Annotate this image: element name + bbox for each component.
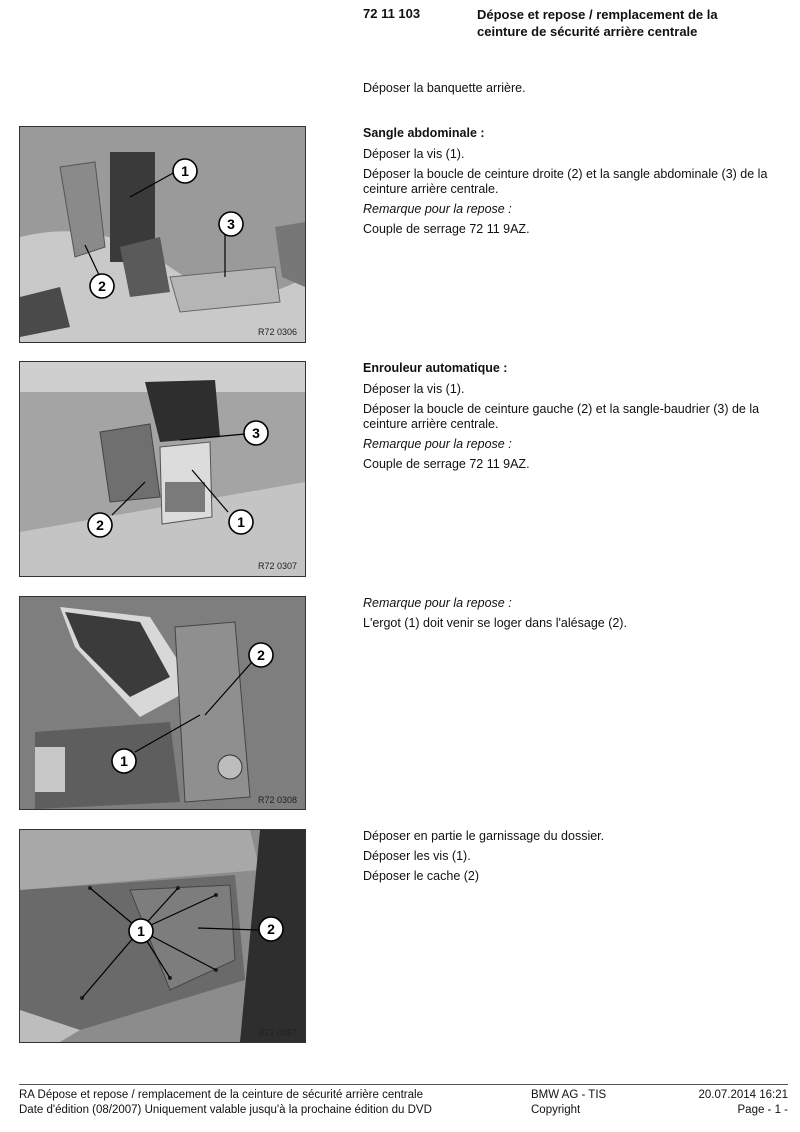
- svg-text:2: 2: [96, 517, 104, 533]
- section-enrouleur: [363, 361, 788, 477]
- footer-middle: [531, 1088, 606, 1118]
- section-heading: Sangle abdominale :: [363, 126, 485, 140]
- callout-2: [90, 274, 114, 298]
- figure-label: R72 0307: [258, 561, 298, 571]
- section-garnissage: [363, 829, 788, 889]
- svg-text:1: 1: [237, 514, 245, 530]
- footer-publisher: BMW AG - TIS: [531, 1089, 607, 1101]
- callout-3: [244, 421, 268, 445]
- step: Déposer la boucle de ceinture droite (2) et la sangle abdominale (3) de la ceinture arrière centrale.: [363, 167, 768, 196]
- section-ergot: [363, 596, 788, 636]
- title-line-2: ceinture de sécurité arrière centrale: [477, 24, 698, 39]
- svg-text:1: 1: [181, 163, 189, 179]
- title-line-1: Dépose et repose / remplacement de la: [477, 7, 718, 22]
- callout-3: [219, 212, 243, 236]
- figure-r72-0307: [19, 361, 306, 577]
- torque-note: Couple de serrage 72 11 9AZ.: [363, 222, 530, 236]
- step: Déposer la boucle de ceinture gauche (2) et la sangle-baudrier (3) de la ceinture arrière centrale.: [363, 402, 760, 431]
- footer-copyright: Copyright: [531, 1104, 581, 1116]
- step: Déposer la vis (1).: [363, 147, 465, 161]
- footer-timestamp: 20.07.2014 16:21: [698, 1089, 788, 1101]
- callout-1: [129, 919, 153, 943]
- callout-1: [229, 510, 253, 534]
- svg-text:1: 1: [120, 753, 128, 769]
- footer-page-number: Page - 1 -: [737, 1104, 788, 1116]
- figure-r72-0306: [19, 126, 306, 343]
- callout-1: [112, 749, 136, 773]
- figure-r72-0308: [19, 596, 306, 810]
- footer-edition: Date d'édition (08/2007) Uniquement valable jusqu'à la prochaine édition du DVD: [19, 1104, 432, 1116]
- remark-label: Remarque pour la repose :: [363, 437, 512, 451]
- figure-label: R72 0308: [258, 795, 298, 805]
- step: Déposer les vis (1).: [363, 849, 471, 863]
- figure-label: R72 0267: [258, 1028, 298, 1038]
- remark-label: Remarque pour la repose :: [363, 202, 512, 216]
- document-title: [477, 6, 777, 40]
- callout-2: [249, 643, 273, 667]
- footer-divider: [19, 1084, 788, 1085]
- footer-right: [698, 1088, 788, 1118]
- callout-1: [173, 159, 197, 183]
- section-sangle-abdominale: [363, 126, 788, 242]
- figure-label: R72 0306: [258, 327, 298, 337]
- svg-text:3: 3: [252, 425, 260, 441]
- document-number: 72 11 103: [363, 6, 421, 21]
- svg-text:1: 1: [137, 923, 145, 939]
- footer-doc-title: RA Dépose et repose / remplacement de la ceinture de sécurité arrière centrale: [19, 1089, 423, 1101]
- svg-text:2: 2: [257, 647, 265, 663]
- callout-2: [259, 917, 283, 941]
- fitting-note: L'ergot (1) doit venir se loger dans l'alésage (2).: [363, 616, 627, 630]
- section-heading: Enrouleur automatique :: [363, 361, 508, 375]
- svg-text:3: 3: [227, 216, 235, 232]
- torque-note: Couple de serrage 72 11 9AZ.: [363, 457, 530, 471]
- svg-text:2: 2: [267, 921, 275, 937]
- intro-instruction: Déposer la banquette arrière.: [363, 81, 526, 95]
- figure-r72-0267: [19, 829, 306, 1043]
- step: Déposer en partie le garnissage du dossier.: [363, 829, 605, 843]
- footer-left: [19, 1088, 432, 1118]
- step: Déposer la vis (1).: [363, 382, 465, 396]
- svg-text:2: 2: [98, 278, 106, 294]
- remark-label: Remarque pour la repose :: [363, 596, 512, 610]
- step: Déposer le cache (2): [363, 869, 480, 883]
- callout-2: [88, 513, 112, 537]
